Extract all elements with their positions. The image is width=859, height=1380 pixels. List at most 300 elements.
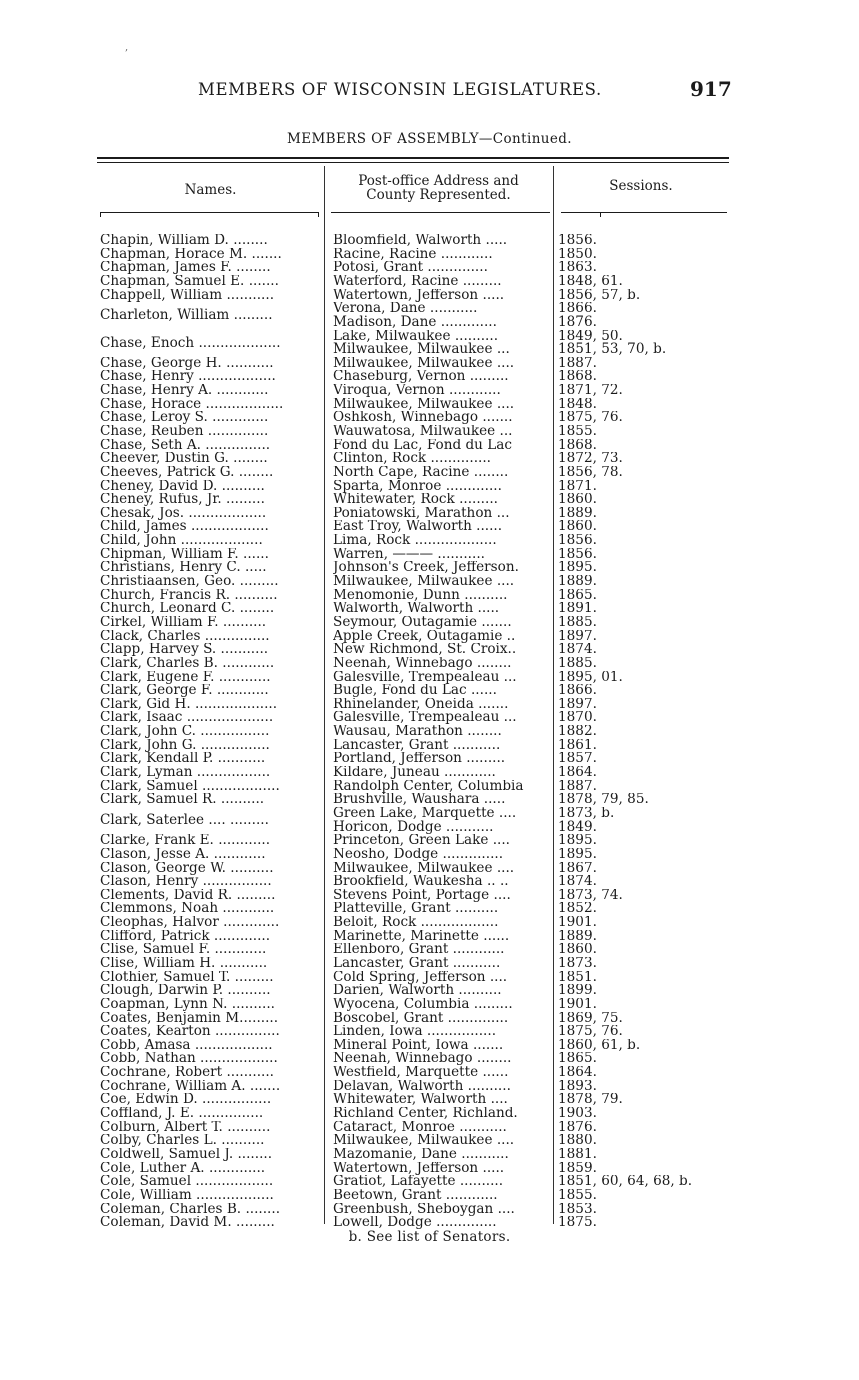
address-line: Brushville, Waushara ..... (333, 793, 506, 807)
member-sessions (558, 657, 738, 671)
member-sessions (558, 520, 738, 534)
table-row (0, 739, 859, 753)
member-address (333, 957, 550, 971)
member-address (333, 248, 550, 262)
table-row (0, 480, 859, 494)
table-row (0, 1203, 859, 1217)
address-line: Whitewater, Rock ......... (333, 493, 498, 507)
member-address (333, 520, 550, 534)
address-line: Horicon, Dodge ........... (333, 818, 494, 835)
member-address (333, 807, 550, 834)
address-line: Mineral Point, Iowa ....... (333, 1038, 504, 1053)
member-name: Clason, Henry ................ (100, 875, 272, 889)
sessions-line: 1874. (558, 875, 597, 889)
sessions-line: 1870. (558, 711, 597, 726)
table-row (0, 848, 859, 862)
member-address (333, 766, 550, 780)
underline-tick (600, 212, 601, 217)
address-line: Ellenboro, Grant ............ (333, 943, 505, 957)
member-name: Clapp, Harvey S. ........... (100, 643, 269, 657)
address-line: Rhinelander, Oneida ....... (333, 697, 509, 712)
member-name: Chapman, Horace M. ....... (100, 247, 282, 262)
member-sessions (558, 248, 738, 262)
member-name: Chapman, Samuel E. ....... (100, 274, 279, 289)
sessions-line: 1868. (558, 370, 597, 385)
sessions-line: 1889. (558, 575, 597, 589)
member-address (333, 984, 550, 998)
table-row (0, 330, 859, 357)
address-line: Verona, Dane ........... (333, 302, 478, 317)
sessions-line: 1891. (558, 602, 597, 616)
member-address (333, 357, 550, 371)
sessions-line: 1853. (558, 1202, 597, 1217)
member-name: Christians, Henry C. ..... (100, 561, 267, 576)
member-sessions (558, 357, 738, 371)
member-sessions (558, 957, 738, 971)
underline-tick (100, 212, 101, 217)
sessions-line: 1873. (558, 957, 597, 971)
table-row (0, 616, 859, 630)
member-name: Clark, Gid H. ................... (100, 697, 278, 712)
table-row (0, 957, 859, 971)
sessions-line: 1885. (558, 615, 597, 630)
member-sessions (558, 602, 738, 616)
sessions-line: 1874. (558, 643, 597, 657)
table-row (0, 302, 859, 329)
sessions-line: 1860. (558, 493, 597, 507)
table-row (0, 643, 859, 657)
member-name: Clark, Charles B. ............ (100, 656, 275, 671)
address-line: Clinton, Rock .............. (333, 452, 491, 466)
member-address (333, 630, 550, 644)
table-row (0, 1175, 859, 1189)
member-name: Clark, Samuel R. .......... (100, 793, 265, 807)
member-address (333, 480, 550, 494)
table-row (0, 1039, 859, 1053)
member-address (333, 289, 550, 303)
member-name: Cobb, Nathan .................. (100, 1052, 278, 1067)
sessions-line: 1866. (558, 684, 597, 698)
sessions-line: 1881. (558, 1147, 597, 1162)
member-sessions (558, 889, 738, 903)
member-sessions (558, 589, 738, 603)
table-row (0, 261, 859, 275)
sessions-line: 1878, 79. (558, 1093, 623, 1108)
member-address (333, 657, 550, 671)
table-row (0, 384, 859, 398)
address-line: Marinette, Marinette ...... (333, 929, 510, 944)
member-address (333, 739, 550, 753)
member-sessions (558, 943, 738, 957)
table-row (0, 657, 859, 671)
sessions-line: 1851, 53, 70, b. (558, 341, 667, 357)
member-sessions (558, 398, 738, 412)
sessions-line: 1863. (558, 261, 597, 275)
address-line: Neenah, Winnebago ........ (333, 656, 512, 671)
address-line: Fond du Lac, Fond du Lac (333, 438, 512, 453)
member-name: Chapman, James F. ........ (100, 261, 271, 275)
address-line: Darien, Walworth .......... (333, 984, 502, 998)
member-sessions (558, 752, 738, 766)
member-name: Coapman, Lynn N. .......... (100, 997, 275, 1012)
address-line: Apple Creek, Outagamie .. (333, 629, 516, 644)
address-line: Milwaukee, Milwaukee .... (333, 397, 515, 412)
member-name: Chase, Reuben .............. (100, 425, 269, 439)
member-address (333, 384, 550, 398)
member-name: Cirkel, William F. .......... (100, 615, 267, 630)
sessions-line: 1867. (558, 861, 597, 876)
sessions-line: 1871, 72. (558, 384, 623, 398)
address-line: Milwaukee, Milwaukee .... (333, 575, 515, 589)
member-address (333, 671, 550, 685)
member-name: Charleton, William ......... (100, 307, 273, 324)
member-name: Church, Francis R. .......... (100, 588, 278, 603)
member-sessions (558, 848, 738, 862)
sessions-line: 1850. (558, 247, 597, 262)
member-address (333, 1121, 550, 1135)
member-address (333, 507, 550, 521)
member-sessions (558, 1203, 738, 1217)
address-line: Milwaukee, Milwaukee .... (333, 1134, 515, 1148)
sessions-line: 1876. (558, 1120, 597, 1135)
table-row (0, 971, 859, 985)
header-underline (331, 212, 550, 213)
sessions-line: 1899. (558, 984, 597, 998)
table-row (0, 534, 859, 548)
column-header-address-line1: Post-office Address and (358, 173, 519, 189)
table-row (0, 684, 859, 698)
member-sessions (558, 630, 738, 644)
sessions-line: 1876. (558, 313, 597, 330)
sessions-line: 1856. (558, 234, 597, 248)
address-line: Lancaster, Grant ........... (333, 738, 501, 753)
member-name: Colburn, Albert T. .......... (100, 1120, 271, 1135)
member-address (333, 1162, 550, 1176)
member-sessions (558, 807, 738, 834)
address-line: Greenbush, Sheboygan .... (333, 1202, 515, 1217)
table-row (0, 671, 859, 685)
address-line: Galesville, Trempealeau ... (333, 711, 517, 726)
member-sessions (558, 998, 738, 1012)
member-sessions (558, 1039, 738, 1053)
sessions-line: 1897. (558, 697, 597, 712)
member-address (333, 1203, 550, 1217)
member-sessions (558, 1134, 738, 1148)
member-sessions (558, 330, 738, 357)
member-address (333, 1175, 550, 1189)
table-row (0, 902, 859, 916)
member-name: Clothier, Samuel T. ......... (100, 970, 274, 985)
member-name: Cheeves, Patrick G. ........ (100, 465, 274, 480)
member-sessions (558, 384, 738, 398)
table-row (0, 862, 859, 876)
sessions-line: 1864. (558, 1066, 597, 1080)
member-name: Cochrane, Robert ........... (100, 1066, 274, 1080)
member-address (333, 684, 550, 698)
address-line: Oshkosh, Winnebago ....... (333, 411, 513, 425)
sessions-line: 1873, b. (558, 806, 615, 821)
address-line: Cold Spring, Jefferson .... (333, 970, 508, 985)
member-address (333, 1039, 550, 1053)
sessions-line: 1895, 01. (558, 670, 623, 685)
member-address (333, 370, 550, 384)
member-address (333, 302, 550, 329)
member-name: Clark, Saterlee .... ......... (100, 811, 269, 828)
table-row (0, 889, 859, 903)
sessions-line: 1901. (558, 997, 597, 1012)
member-sessions (558, 902, 738, 916)
member-name: Clough, Darwin P. .......... (100, 984, 271, 998)
address-line: Randolph Center, Columbia (333, 779, 524, 794)
address-line: Lowell, Dodge .............. (333, 1216, 497, 1230)
member-address (333, 834, 550, 848)
member-name: Coleman, David M. ......... (100, 1216, 275, 1230)
table-row (0, 398, 859, 412)
table-row (0, 548, 859, 562)
table-row (0, 425, 859, 439)
address-line: Mazomanie, Dane ........... (333, 1147, 509, 1162)
member-name: Chase, Henry A. ............ (100, 384, 269, 398)
member-name: Coleman, Charles B. ........ (100, 1202, 281, 1217)
member-sessions (558, 793, 738, 807)
member-name: Coldwell, Samuel J. ........ (100, 1147, 273, 1162)
address-line: Milwaukee, Milwaukee .... (333, 356, 515, 371)
column-header-sessions: Sessions. (609, 178, 673, 194)
member-name: Chesak, Jos. .................. (100, 506, 267, 521)
member-name: Clemmons, Noah ............ (100, 902, 275, 917)
member-name: Cheever, Dustin G. ........ (100, 452, 268, 466)
member-sessions (558, 534, 738, 548)
top-rule-thin (97, 162, 729, 163)
member-sessions (558, 971, 738, 985)
member-sessions (558, 916, 738, 930)
member-address (333, 711, 550, 725)
address-line: Boscobel, Grant .............. (333, 1011, 509, 1026)
sessions-line: 1872, 73. (558, 452, 623, 466)
address-line: Brookfield, Waukesha .. .. (333, 875, 509, 889)
member-name: Chase, Henry .................. (100, 370, 276, 385)
sessions-line: 1869, 75. (558, 1011, 623, 1026)
member-sessions (558, 780, 738, 794)
address-line: Neosho, Dodge .............. (333, 847, 504, 862)
sessions-line: 1849. (558, 818, 597, 835)
sessions-line: 1889. (558, 506, 597, 521)
member-sessions (558, 1093, 738, 1107)
member-address (333, 602, 550, 616)
member-sessions (558, 234, 738, 248)
underline-tick (318, 212, 319, 217)
table-row (0, 589, 859, 603)
address-line: East Troy, Walworth ...... (333, 520, 503, 535)
table-row (0, 766, 859, 780)
member-address (333, 780, 550, 794)
table-row (0, 725, 859, 739)
sessions-line: 1887. (558, 779, 597, 794)
sessions-line: 1873, 74. (558, 888, 623, 903)
member-address (333, 1148, 550, 1162)
address-line: Wyocena, Columbia ......... (333, 997, 513, 1012)
table-row (0, 1012, 859, 1026)
table-row (0, 752, 859, 766)
table-row (0, 875, 859, 889)
address-line: North Cape, Racine ........ (333, 465, 509, 480)
sessions-line: 1878, 79, 85. (558, 793, 649, 807)
member-name: Cole, William .................. (100, 1188, 274, 1203)
member-address (333, 234, 550, 248)
table-row (0, 984, 859, 998)
sessions-line: 1855. (558, 1188, 597, 1203)
member-sessions (558, 507, 738, 521)
table-row (0, 248, 859, 262)
member-sessions (558, 1080, 738, 1094)
member-sessions (558, 439, 738, 453)
address-line: Portland, Jefferson ......... (333, 752, 506, 767)
member-address (333, 930, 550, 944)
table-row (0, 507, 859, 521)
member-name: Cheney, David D. .......... (100, 479, 265, 494)
member-sessions (558, 561, 738, 575)
member-sessions (558, 411, 738, 425)
member-sessions (558, 1052, 738, 1066)
member-sessions (558, 548, 738, 562)
member-address (333, 439, 550, 453)
table-row (0, 561, 859, 575)
address-line: Kildare, Juneau ............ (333, 766, 496, 780)
table-row (0, 780, 859, 794)
sessions-line: 1871. (558, 479, 597, 494)
sessions-line: 1897. (558, 629, 597, 644)
sessions-line: 1848, 61. (558, 274, 623, 289)
column-header-names: Names. (184, 182, 237, 198)
address-line: Princeton, Green Lake .... (333, 834, 510, 848)
member-sessions (558, 1162, 738, 1176)
member-name: Clark, Kendall P. ........... (100, 752, 266, 767)
member-address (333, 575, 550, 589)
address-line: Watertown, Jefferson ..... (333, 1161, 505, 1176)
member-address (333, 330, 550, 357)
member-address (333, 752, 550, 766)
member-name: Clark, Eugene F. ............ (100, 670, 271, 685)
member-name: Coates, Benjamin M......... (100, 1011, 279, 1026)
member-name: Child, John ................... (100, 534, 263, 548)
member-address (333, 493, 550, 507)
member-sessions (558, 452, 738, 466)
sessions-line: 1861. (558, 738, 597, 753)
member-address (333, 466, 550, 480)
address-line: Platteville, Grant .......... (333, 902, 499, 917)
member-sessions (558, 466, 738, 480)
sessions-line: 1893. (558, 1079, 597, 1094)
member-name: Chipman, William F. ...... (100, 547, 269, 562)
table-row (0, 1052, 859, 1066)
member-sessions (558, 766, 738, 780)
member-sessions (558, 1189, 738, 1203)
sessions-line: 1885. (558, 656, 597, 671)
member-address (333, 943, 550, 957)
member-name: Clise, William H. ........... (100, 957, 268, 971)
table-row (0, 807, 859, 834)
table-row (0, 1134, 859, 1148)
member-name: Clifford, Patrick ............. (100, 929, 271, 944)
address-line: Menomonie, Dunn .......... (333, 588, 508, 603)
table-row (0, 289, 859, 303)
address-line: Beetown, Grant ............ (333, 1188, 498, 1203)
table-row (0, 916, 859, 930)
address-line: Milwaukee, Milwaukee ... (333, 341, 510, 357)
member-sessions (558, 739, 738, 753)
address-line: Galesville, Trempealeau ... (333, 670, 517, 685)
table-row (0, 1189, 859, 1203)
member-sessions (558, 1121, 738, 1135)
sessions-line: 1875, 76. (558, 411, 623, 425)
address-line: New Richmond, St. Croix.. (333, 643, 517, 657)
table-row (0, 452, 859, 466)
address-line: Walworth, Walworth ..... (333, 602, 500, 616)
table-row (0, 234, 859, 248)
running-title: MEMBERS OF WISCONSIN LEGISLATURES. (198, 80, 602, 99)
address-line: Lake, Milwaukee .......... (333, 329, 499, 344)
sessions-line: 1875. (558, 1216, 597, 1230)
sessions-line: 1889. (558, 929, 597, 944)
members-table-body (0, 234, 859, 1230)
member-address (333, 1052, 550, 1066)
member-name: Coates, Kearton ............... (100, 1025, 280, 1039)
table-subtitle: MEMBERS OF ASSEMBLY—Continued. (286, 131, 573, 147)
address-line: Westfield, Marquette ...... (333, 1066, 509, 1080)
member-sessions (558, 1175, 738, 1189)
member-name: Cleophas, Halvor ............. (100, 916, 280, 930)
member-sessions (558, 698, 738, 712)
header-underline (561, 212, 727, 213)
member-sessions (558, 275, 738, 289)
member-address (333, 1025, 550, 1039)
member-address (333, 589, 550, 603)
address-line: Lancaster, Grant ........... (333, 957, 501, 971)
address-line: Potosi, Grant .............. (333, 261, 488, 275)
member-name: Clark, John G. ................ (100, 738, 270, 753)
member-sessions (558, 725, 738, 739)
sessions-line: 1865. (558, 588, 597, 603)
member-address (333, 862, 550, 876)
member-name: Church, Leonard C. ........ (100, 602, 275, 616)
member-name: Clack, Charles ............... (100, 629, 270, 644)
table-row (0, 711, 859, 725)
table-row (0, 943, 859, 957)
member-sessions (558, 1012, 738, 1026)
table-row (0, 998, 859, 1012)
address-line: Whitewater, Walworth .... (333, 1093, 508, 1108)
member-name: Colby, Charles L. .......... (100, 1134, 265, 1148)
member-name: Chase, Seth A. ............... (100, 438, 271, 453)
table-row (0, 466, 859, 480)
table-row (0, 1080, 859, 1094)
member-sessions (558, 480, 738, 494)
member-name: Cole, Luther A. ............. (100, 1161, 266, 1176)
sessions-line: 1901. (558, 916, 597, 930)
sessions-line: 1882. (558, 725, 597, 739)
table-row (0, 1148, 859, 1162)
address-line: Linden, Iowa ................ (333, 1025, 497, 1039)
header-underline (100, 212, 319, 213)
page-number: 917 (690, 77, 732, 101)
address-line: Stevens Point, Portage .... (333, 888, 511, 903)
table-row (0, 493, 859, 507)
member-address (333, 848, 550, 862)
member-address (333, 1189, 550, 1203)
member-sessions (558, 1107, 738, 1121)
member-sessions (558, 302, 738, 329)
page-header (0, 77, 859, 104)
